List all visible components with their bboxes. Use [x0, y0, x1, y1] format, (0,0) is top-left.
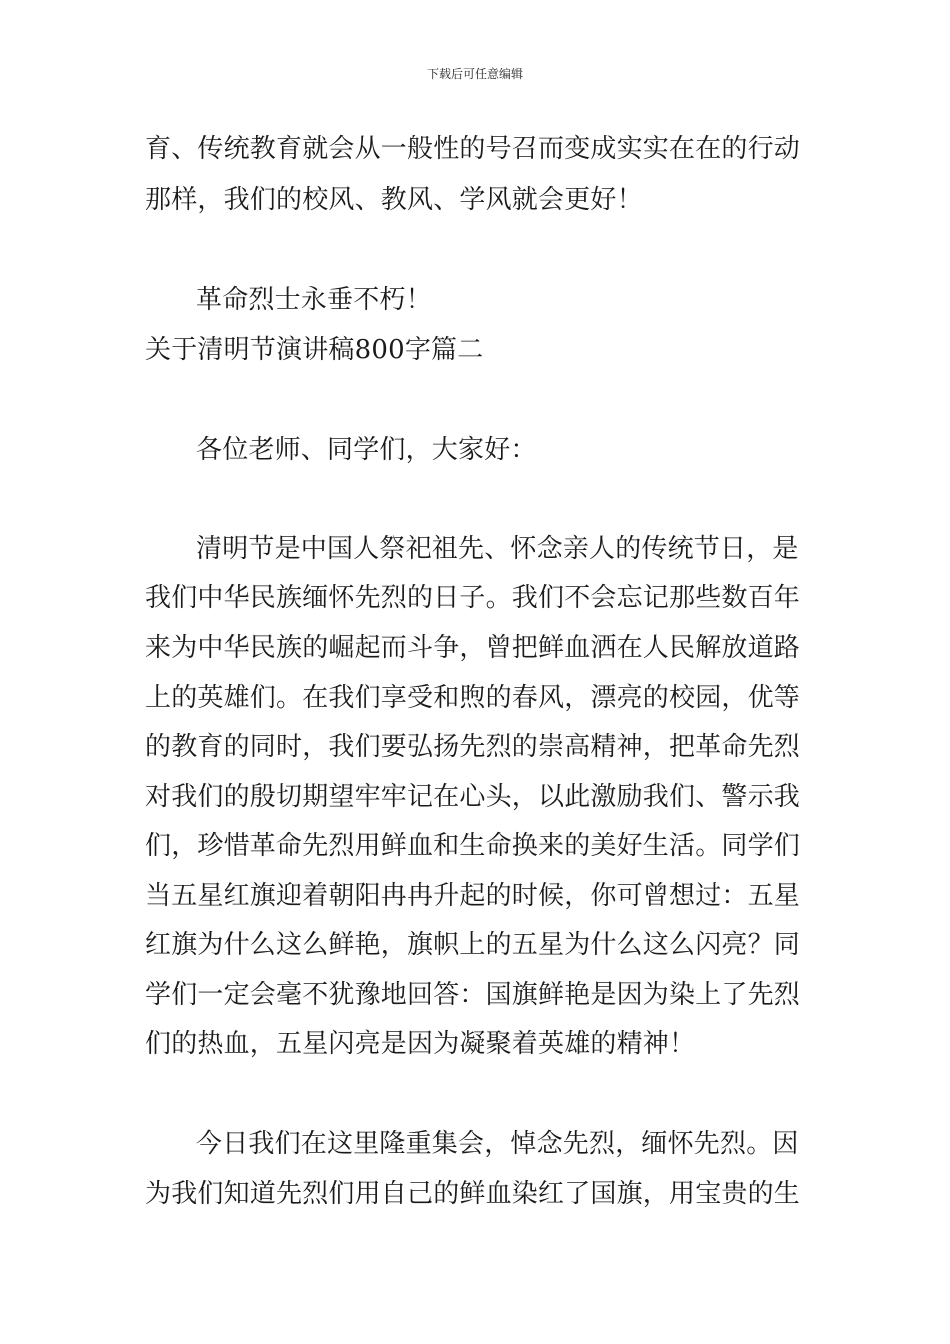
slogan-line: 革命烈士永垂不朽！: [196, 285, 432, 315]
paragraph-line: 那样，我们的校风、教风、学风就会更好！: [145, 185, 643, 215]
paragraph-line: 当五星红旗迎着朝阳冉冉升起的时候，你可曾想过：五星: [145, 881, 801, 911]
section-title: 关于清明节演讲稿800字篇二: [145, 335, 484, 365]
paragraph-line: 上的英雄们。在我们享受和煦的春风，漂亮的校园，优等: [145, 683, 801, 713]
paragraph-line: 清明节是中国人祭祀祖先、怀念亲人的传统节日，是: [196, 534, 799, 564]
paragraph-line: 我们中华民族缅怀先烈的日子。我们不会忘记那些数百年: [145, 583, 801, 613]
header-note: 下载后可任意编辑: [426, 67, 523, 81]
paragraph-line: 为我们知道先烈们用自己的鲜血染红了国旗，用宝贵的生: [145, 1179, 801, 1209]
paragraph-line: 学们一定会毫不犹豫地回答：国旗鲜艳是因为染上了先烈: [145, 980, 801, 1010]
paragraph-line: 对我们的殷切期望牢牢记在心头，以此激励我们、警示我: [145, 782, 801, 812]
paragraph-line: 的教育的同时，我们要弘扬先烈的崇高精神，把革命先烈: [145, 732, 801, 762]
paragraph-line: 红旗为什么这么鲜艳，旗帜上的五星为什么这么闪亮？同: [145, 930, 801, 960]
paragraph-line: 们，珍惜革命先烈用鲜血和生命换来的美好生活。同学们: [145, 831, 801, 861]
paragraph-line: 今日我们在这里隆重集会，悼念先烈，缅怀先烈。因: [196, 1129, 799, 1159]
paragraph-line: 来为中华民族的崛起而斗争，曾把鲜血洒在人民解放道路: [145, 633, 801, 663]
greeting-line: 各位老师、同学们，大家好：: [196, 435, 537, 465]
paragraph-line: 育、传统教育就会从一般性的号召而变成实实在在的行动: [145, 134, 801, 164]
paragraph-line: 们的热血，五星闪亮是因为凝聚着英雄的精神！: [145, 1029, 696, 1059]
